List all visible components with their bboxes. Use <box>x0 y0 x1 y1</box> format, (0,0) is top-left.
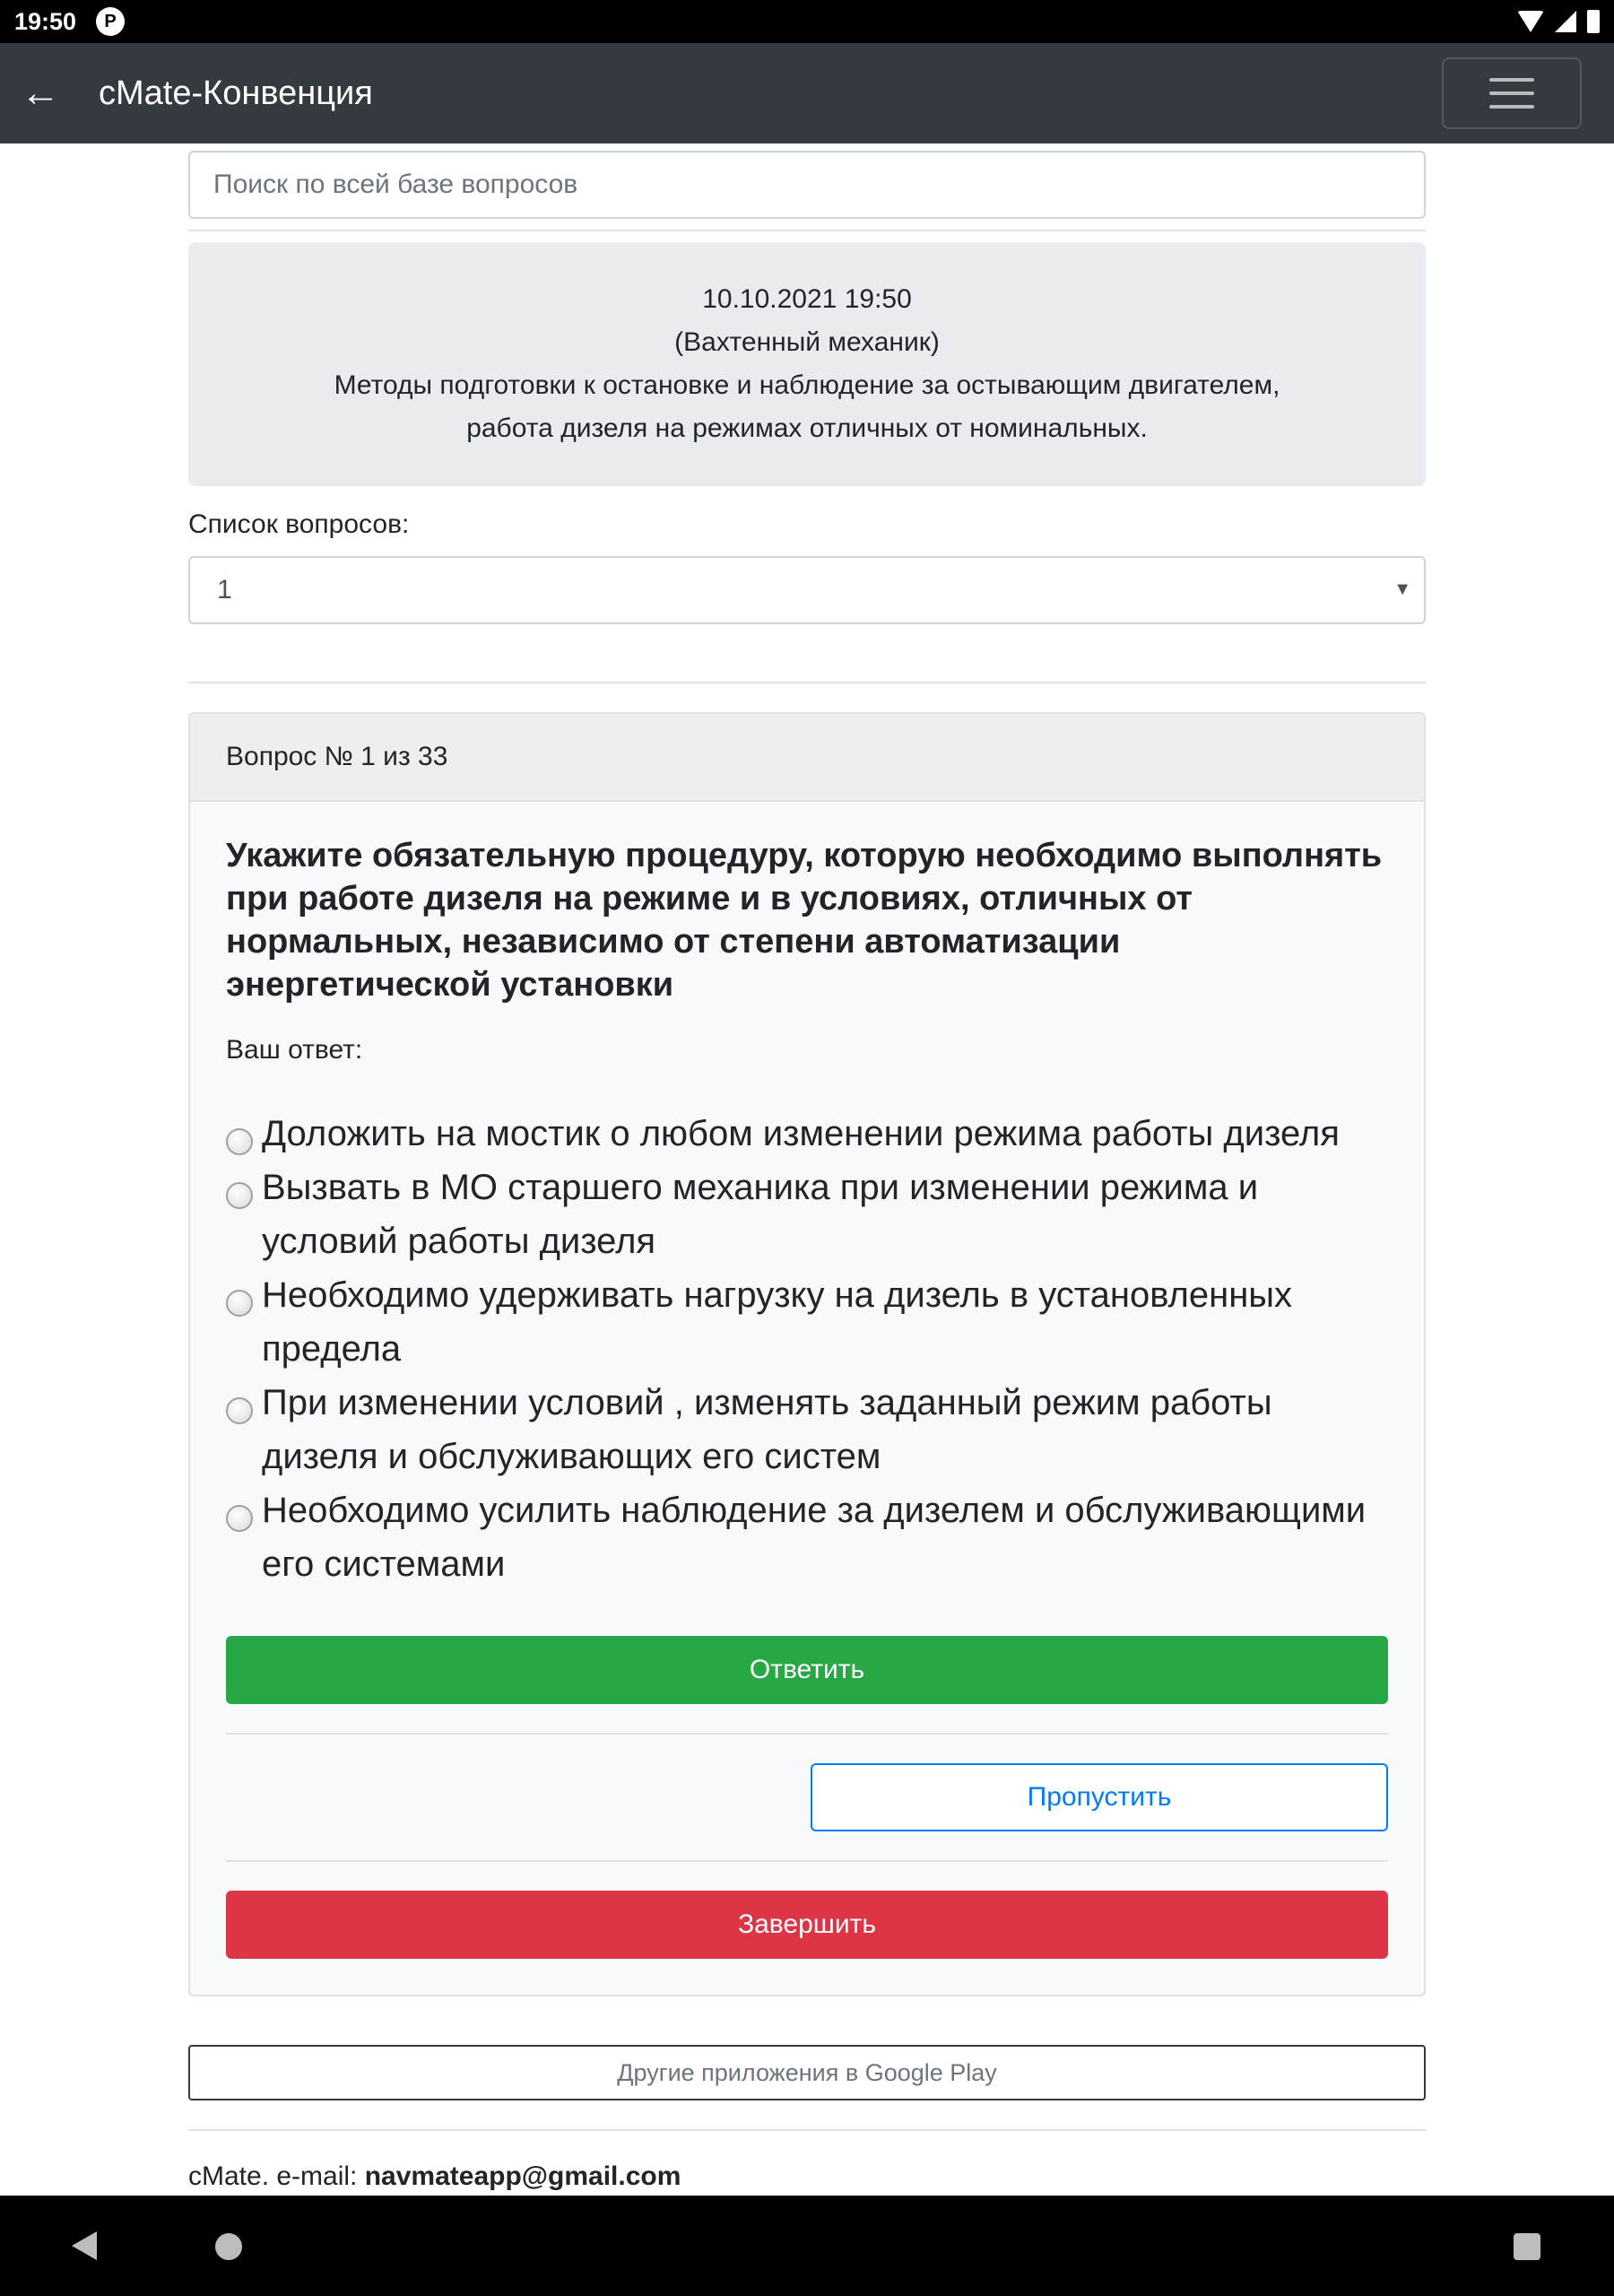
answer-option-label[interactable]: Необходимо удерживать нагрузку на дизель в установленных предела <box>262 1275 1293 1369</box>
answer-option[interactable] <box>226 1376 1388 1483</box>
battery-icon <box>1587 10 1600 33</box>
finish-button[interactable]: Завершить <box>226 1891 1388 1959</box>
skip-button[interactable]: Пропустить <box>811 1763 1388 1831</box>
question-card-body <box>190 802 1424 1995</box>
hamburger-line <box>1489 91 1534 95</box>
nav-recents-icon[interactable] <box>1514 2233 1540 2260</box>
hamburger-line <box>1489 78 1534 82</box>
answer-option-label[interactable]: Вызвать в МО старшего механика при изменении режима и условий работы дизеля <box>262 1168 1259 1261</box>
question-select[interactable] <box>188 556 1426 624</box>
question-text: Укажите обязательную процедуру, которую необходимо выполнять при работе дизеля на режиме и в условиях, отличных от нормальных, независимо от степени автоматизации энергетической установки <box>226 837 1383 1004</box>
arrow-left-icon[interactable]: ← <box>21 71 60 115</box>
session-topic-line1: Методы подготовки к остановке и наблюдение за остывающим двигателем, <box>334 370 1280 400</box>
app-bar <box>0 43 1614 144</box>
session-info <box>188 242 1426 486</box>
question-select-value: 1 <box>217 575 232 604</box>
footer-email[interactable]: navmateapp@gmail.com <box>364 2161 681 2191</box>
divider <box>226 1860 1388 1862</box>
hamburger-line <box>1489 105 1534 109</box>
search-input[interactable] <box>188 151 1426 219</box>
hamburger-icon[interactable] <box>1442 57 1582 129</box>
session-role: (Вахтенный механик) <box>674 327 940 357</box>
status-time: 19:50 <box>14 7 77 35</box>
wifi-icon <box>1517 11 1544 32</box>
radio-button[interactable] <box>226 1505 253 1532</box>
answer-option[interactable] <box>226 1268 1388 1376</box>
question-card <box>188 712 1426 1996</box>
divider <box>226 1733 1388 1735</box>
answer-option-label[interactable]: Доложить на мостик о любом изменении режима работы дизеля <box>262 1114 1340 1153</box>
app-title: cMate-Конвенция <box>99 74 373 112</box>
question-list-label: Список вопросов: <box>188 509 410 539</box>
answer-options <box>226 1107 1388 1591</box>
question-counter: Вопрос № 1 из 33 <box>190 714 1424 802</box>
google-play-button[interactable]: Другие приложения в Google Play <box>188 2045 1426 2100</box>
answer-option[interactable] <box>226 1161 1388 1268</box>
session-datetime: 10.10.2021 19:50 <box>702 284 912 314</box>
radio-button[interactable] <box>226 1397 253 1424</box>
nav-back-icon[interactable] <box>72 2231 97 2260</box>
radio-button[interactable] <box>226 1182 253 1209</box>
status-icons <box>1517 10 1600 33</box>
main-content <box>188 151 1426 2192</box>
footer-contact <box>188 2161 1426 2192</box>
answer-option-label[interactable]: Необходимо усилить наблюдение за дизелем и обслуживающими его системами <box>262 1491 1367 1584</box>
radio-button[interactable] <box>226 1290 253 1317</box>
session-topic-line2: работа дизеля на режимах отличных от номинальных. <box>466 413 1148 443</box>
radio-button[interactable] <box>226 1128 253 1155</box>
p-circle-icon: P <box>96 7 125 36</box>
system-nav-bar <box>0 2196 1614 2296</box>
status-bar <box>0 0 1614 43</box>
answer-label: Ваш ответ: <box>226 1035 363 1065</box>
caret-down-icon: ▼ <box>1393 579 1411 599</box>
signal-icon <box>1555 11 1576 32</box>
footer-prefix: cMate. e-mail: <box>188 2161 365 2191</box>
answer-button[interactable]: Ответить <box>226 1636 1388 1704</box>
divider <box>188 682 1426 683</box>
divider <box>188 2129 1426 2131</box>
answer-option[interactable] <box>226 1483 1388 1591</box>
nav-home-icon[interactable] <box>215 2233 242 2260</box>
answer-option-label[interactable]: При изменении условий , изменять заданный режим работы дизеля и обслуживающих его систем <box>262 1383 1272 1476</box>
divider <box>188 230 1426 231</box>
answer-option[interactable] <box>226 1107 1388 1161</box>
